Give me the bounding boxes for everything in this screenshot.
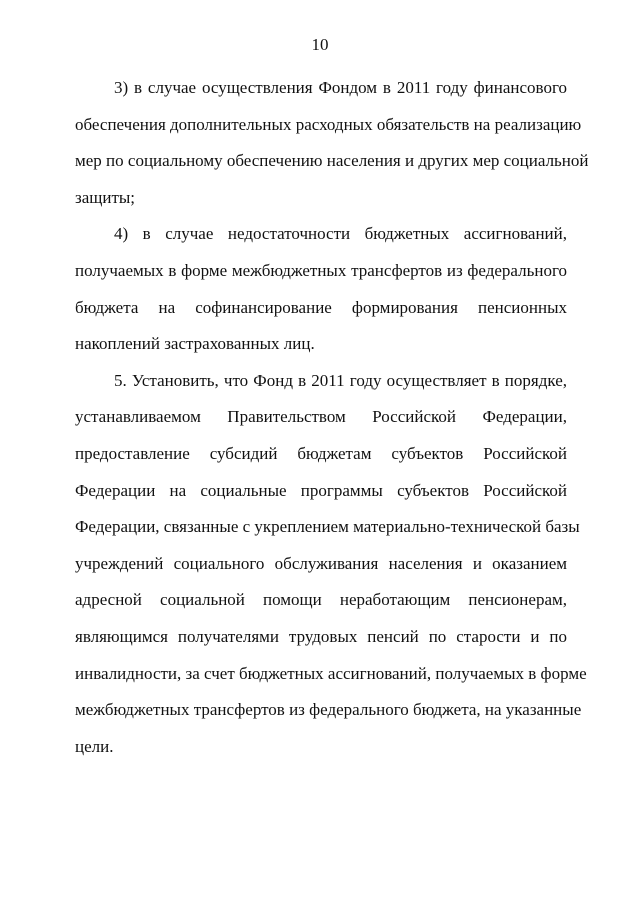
text-line: защиты;: [75, 187, 136, 207]
text-line: межбюджетных трансфертов из федерального бюджета, на указанные: [75, 700, 582, 720]
text-line: Федерации, связанные с укреплением материально-технической базы: [75, 517, 580, 537]
text-line: обеспечения дополнительных расходных обязательств на реализацию: [75, 114, 582, 134]
text-line: мер по социальному обеспечению населения и других мер социальной: [75, 151, 589, 171]
text-line: инвалидности, за счет бюджетных ассигнований, получаемых в форме: [75, 663, 587, 683]
text-line: предоставление субсидий бюджетам субъектов Российской: [75, 443, 567, 463]
text-line: 4) в случае недостаточности бюджетных ассигнований,: [114, 224, 567, 244]
text-line: бюджета на софинансирование формирования пенсионных: [75, 297, 567, 317]
text-line: адресной социальной помощи неработающим пенсионерам,: [75, 590, 567, 610]
paragraph-item-3: [75, 70, 589, 216]
text-line: 3) в случае осуществления Фондом в 2011 году финансового: [114, 78, 567, 97]
text-line: устанавливаемом Правительством Российской Федерации,: [75, 407, 567, 427]
page-number: 10: [311, 35, 329, 54]
text-line: получаемых в форме межбюджетных трансфертов из федерального: [75, 260, 567, 280]
paragraph-item-4: [75, 216, 567, 362]
text-line: Федерации на социальные программы субъектов Российской: [75, 480, 567, 500]
text-line: 5. Установить, что Фонд в 2011 году осуществляет в порядке,: [114, 370, 567, 390]
text-line: цели.: [75, 736, 114, 756]
text-line: учреждений социального обслуживания населения и оказанием: [75, 553, 567, 573]
paragraph-item-5: [75, 363, 587, 766]
text-line: накоплений застрахованных лиц.: [75, 334, 315, 354]
text-line: являющимся получателями трудовых пенсий по старости и по: [75, 626, 567, 646]
document-body: [75, 70, 589, 765]
